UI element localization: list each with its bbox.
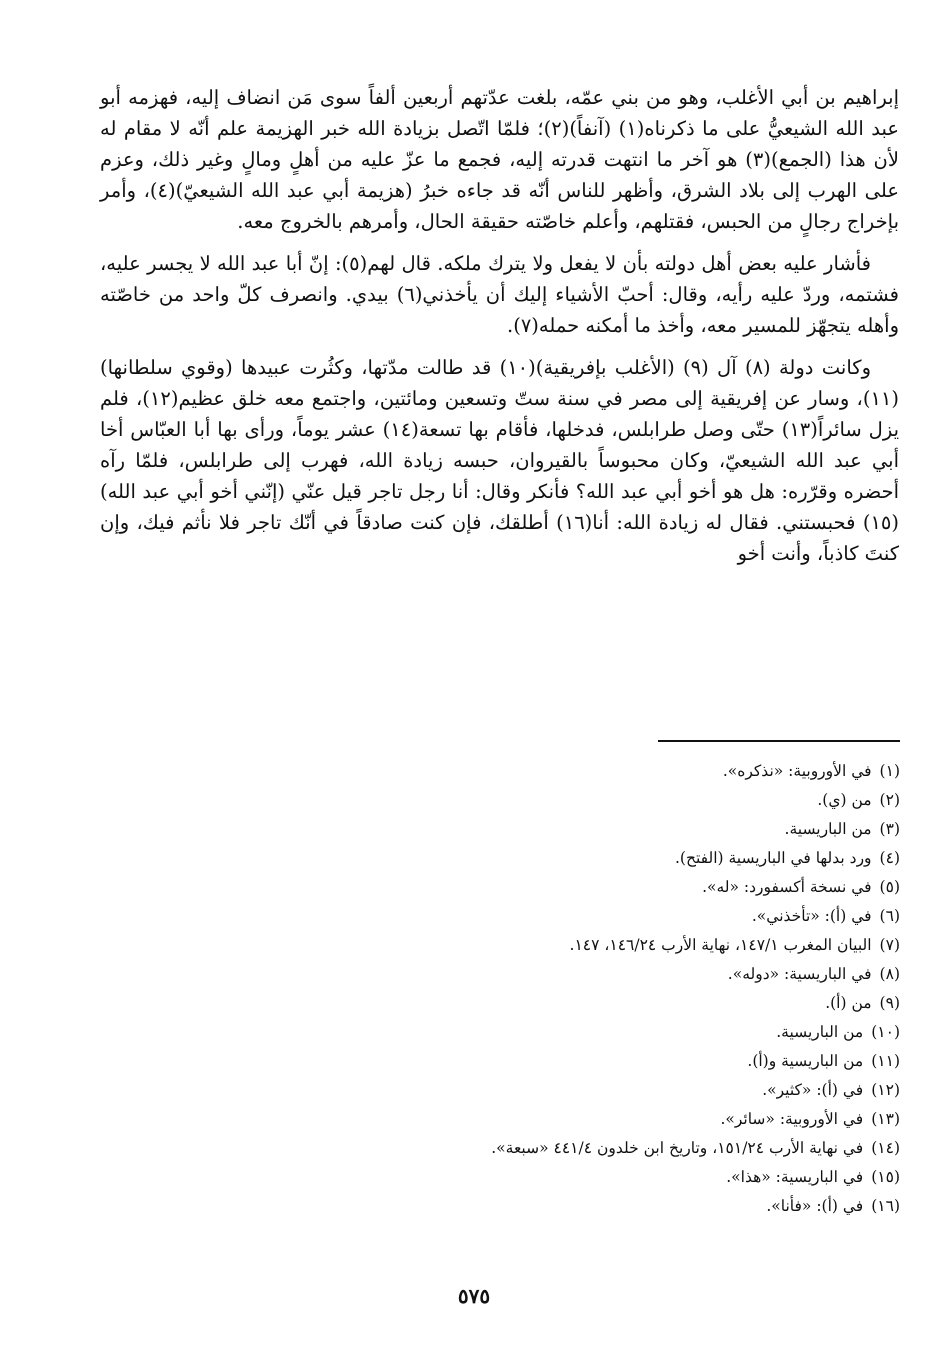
paragraph-3: وكانت دولة (٨) آل (٩) (الأغلب بإفريقية)(١٠) قد طالت مدّتها، وكثُرت عبيدها (وقوي سلطانها)(١١)، وسار عن إفريقية إلى مصر في سنة ستّ وتسعين ومائتين، واجتمع معه خلق عظيم(١٢)، فلم يزل سائراً(١٣) حتّى وصل طرابلس، فدخلها، فأقام بها تسعة(١٤) عشر يوماً، ورأى بها أبا العبّاس أخا أبي عبد الله الشيعيّ، وكان محبوساً بالقيروان، حبسه زيادة الله، فهرب إلى طرابلس، فلمّا رآه أحضره وقرّره: هل هو أخو أبي عبد الله؟ فأنكر وقال: أنا رجل تاجر قيل عنّي (إنّني أخو أبي عبد الله)(١٥) فحبستني. فقال له زيادة الله: أنا(١٦) أطلقك، فإن كنت صادقاً في أنّك تاجر فلا نأثم فيك، وإن كنتَ كاذباً، وأنت أخو	[100, 356, 900, 565]
footnote-5	[300, 873, 900, 902]
footnote-number: (١٢)	[871, 1081, 900, 1099]
footnote-number: (١٤)	[871, 1139, 900, 1157]
footnote-13	[300, 1105, 900, 1134]
footnote-number: (٧)	[879, 936, 900, 954]
footnote-text: في الأوروبية: «نذكره».	[722, 762, 872, 780]
footnote-15	[300, 1163, 900, 1192]
footnote-2	[300, 786, 900, 815]
footnote-10	[300, 1018, 900, 1047]
footnote-number: (٩)	[879, 994, 900, 1012]
footnote-12	[300, 1076, 900, 1105]
footnote-text: في الباريسية: «دوله».	[727, 965, 872, 983]
footnote-9	[300, 989, 900, 1018]
page-number: ٥٧٥	[457, 1284, 491, 1308]
footnote-text: البيان المغرب ١٤٧/١، نهاية الأرب ١٤٦/٢٤، ١٤٧.	[569, 936, 872, 954]
footnote-8	[300, 960, 900, 989]
footnote-text: من الباريسية.	[776, 1023, 864, 1041]
footnote-text: في نسخة أكسفورد: «له».	[702, 878, 872, 896]
footnote-text: في (أ): «تأخذني».	[751, 907, 872, 925]
footnote-number: (١٥)	[871, 1168, 900, 1186]
footnote-number: (٤)	[879, 849, 900, 867]
footnote-16	[300, 1192, 900, 1221]
paragraph-1: إبراهيم بن أبي الأغلب، وهو من بني عمّه، بلغت عدّتهم أربعين ألفاً سوى مَن انضاف إليه، فهزمه أبو عبد الله الشيعيُّ على ما ذكرناه(١) (آنفاً)(٢)؛ فلمّا اتّصل بزيادة الله خبر الهزيمة علم أنّه لا مقام له لأن هذا (الجمع)(٣) هو آخر ما انتهت قدرته إليه، فجمع ما عزّ عليه من أهلٍ ومالٍ وغير ذلك، وعزم على الهرب إلى بلاد الشرق، وأظهر للناس أنّه قد جاءه خبرُ (هزيمة أبي عبد الله الشيعيّ)(٤)، وأمر بإخراج رجالٍ من الحبس، فقتلهم، وأعلم خاصّته حقيقة الحال، وأمرهم بالخروج معه.	[100, 86, 900, 233]
footnote-text: من الباريسية و(أ).	[747, 1052, 864, 1070]
footnote-text: في (أ): «كثير».	[762, 1081, 864, 1099]
footnote-text: في نهاية الأرب ١٥١/٢٤، وتاريخ ابن خلدون ٤٤١/٤ «سبعة».	[491, 1139, 864, 1157]
footnote-number: (٢)	[879, 791, 900, 809]
footnote-1	[300, 757, 900, 786]
footnote-4	[300, 844, 900, 873]
footnote-divider	[658, 740, 900, 742]
footnote-number: (٦)	[879, 907, 900, 925]
footnote-text: من الباريسية.	[784, 820, 872, 838]
footnote-number: (٨)	[879, 965, 900, 983]
footnote-text: في الباريسية: «هذا».	[726, 1168, 864, 1186]
footnotes-list	[300, 757, 900, 1221]
footnote-number: (١)	[879, 762, 900, 780]
footnote-text: من (ي).	[817, 791, 872, 809]
footnote-number: (١٦)	[871, 1197, 900, 1215]
footnote-text: في الأوروبية: «سائر».	[720, 1110, 864, 1128]
paragraph-2: فأشار عليه بعض أهل دولته بأن لا يفعل ولا يترك ملكه. قال لهم(٥): إنّ أبا عبد الله لا يجسر عليه، فشتمه، وردّ عليه رأيه، وقال: أحبّ الأشياء إليك أن يأخذني(٦) بيدي. وانصرف كلّ واحد من خاصّته وأهله يتجهّز للمسير معه، وأخذ ما أمكنه حمله(٧).	[100, 252, 900, 337]
footnote-text: من (أ).	[825, 994, 872, 1012]
footnote-11	[300, 1047, 900, 1076]
footnote-6	[300, 902, 900, 931]
footnote-number: (١٠)	[871, 1023, 900, 1041]
main-text	[100, 82, 899, 580]
footnote-number: (٣)	[879, 820, 900, 838]
footnote-text: ورد بدلها في الباريسية (الفتح).	[674, 849, 872, 867]
footnote-number: (١٣)	[871, 1110, 900, 1128]
footnote-number: (١١)	[871, 1052, 900, 1070]
footnote-text: في (أ): «فأنا».	[766, 1197, 864, 1215]
footnote-14	[300, 1134, 900, 1163]
footnote-number: (٥)	[879, 878, 900, 896]
footnote-3	[300, 815, 900, 844]
footnote-7	[300, 931, 900, 960]
